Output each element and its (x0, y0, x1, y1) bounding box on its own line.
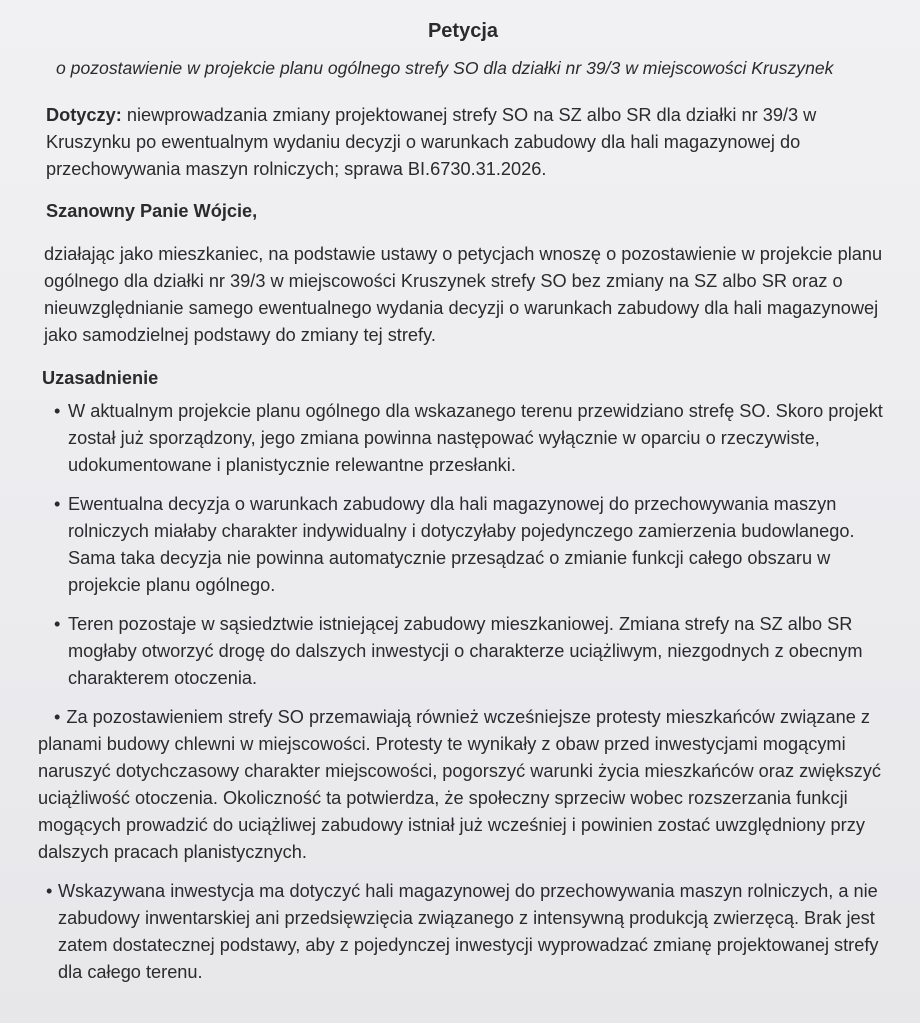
justification-point (42, 398, 884, 479)
justification-list (38, 398, 884, 986)
justification-point (42, 491, 884, 599)
greeting: Szanowny Panie Wójcie, (46, 201, 258, 221)
justification-point (38, 704, 884, 866)
point-text: Wskazywana inwestycja ma dotyczyć hali magazynowej do przechowywania maszyn rolniczych, a nie zabudowy inwentarskiej ani przedsięwzięcia związanego z intensywną produkcją zwierzęcą. Brak jest zatem dostatecznej podstawy, aby z pojedynczej inwestycji wyprowadzać zmianę projektowanej strefy dla całego terenu. (58, 881, 879, 982)
point-text: Za pozostawieniem strefy SO przemawiają również wcześniejsze protesty mieszkańców związane z planami budowy chlewni w miejscowości. Protesty te wynikały z obaw przed inwestycjami mogącymi naruszyć dotychczasowy charakter miejscowości, pogorszyć warunki życia mieszkańców oraz zwiększyć uciążliwość otoczenia. Okoliczność ta potwierdza, że społeczny sprzeciw wobec rozszerzania funkcji mogących prowadzić do uciążliwej zabudowy istniał już wcześniej i powinien zostać uwzględniony przy dalszych pracach planistycznych. (38, 707, 881, 862)
bullet-icon: • (54, 401, 61, 421)
regarding-label: Dotyczy: (46, 105, 122, 125)
justification-heading: Uzasadnienie (42, 368, 159, 388)
regarding-text: niewprowadzania zmiany projektowanej strefy SO na SZ albo SR dla działki nr 39/3 w Kruszynku po ewentualnym wydaniu decyzji o warunkach zabudowy dla hali magazynowej do przechowywania maszyn rolniczych; sprawa BI.6730.31.2026. (46, 105, 817, 179)
bullet-icon: • (54, 614, 61, 634)
document-title: Petycja (427, 20, 499, 42)
petition-body: działając jako mieszkaniec, na podstawie ustawy o petycjach wnoszę o pozostawienie w projekcie planu ogólnego dla działki nr 39/3 w miejscowości Kruszynek strefy SO bez zmiany na SZ albo SR oraz o nieuwzględnianie samego ewentualnego wydania decyzji o warunkach zabudowy dla hali magazynowej jako samodzielnej podstawy do zmiany tej strefy. (44, 244, 883, 345)
point-text: Teren pozostaje w sąsiedztwie istniejącej zabudowy mieszkaniowej. Zmiana strefy na SZ albo SR mogłaby otworzyć drogę do dalszych inwestycji o charakterze uciążliwym, niezgodnych z obecnym charakterem otoczenia. (68, 614, 863, 688)
document-subtitle: o pozostawienie w projekcie planu ogólnego strefy SO dla działki nr 39/3 w miejscowości Kruszynek (56, 58, 834, 78)
bullet-icon: • (46, 881, 53, 901)
justification-point (42, 611, 884, 692)
point-text: Ewentualna decyzja o warunkach zabudowy dla hali magazynowej do przechowywania maszyn rolniczych miałaby charakter indywidualny i dotyczyłaby pojedynczego zamierzenia budowlanego. Sama taka decyzja nie powinna automatycznie przesądzać o zmianie funkcji całego obszaru w projekcie planu ogólnego. (68, 494, 855, 595)
bullet-icon: • (54, 494, 61, 514)
regarding-paragraph (46, 102, 884, 183)
bullet-icon: • (54, 707, 61, 727)
point-text: W aktualnym projekcie planu ogólnego dla wskazanego terenu przewidziano strefę SO. Skoro projekt został już sporządzony, jego zmiana powinna następować wyłącznie w oparciu o rzeczywiste, udokumentowane i planistycznie relewantne przesłanki. (68, 401, 883, 475)
justification-point (42, 878, 884, 986)
